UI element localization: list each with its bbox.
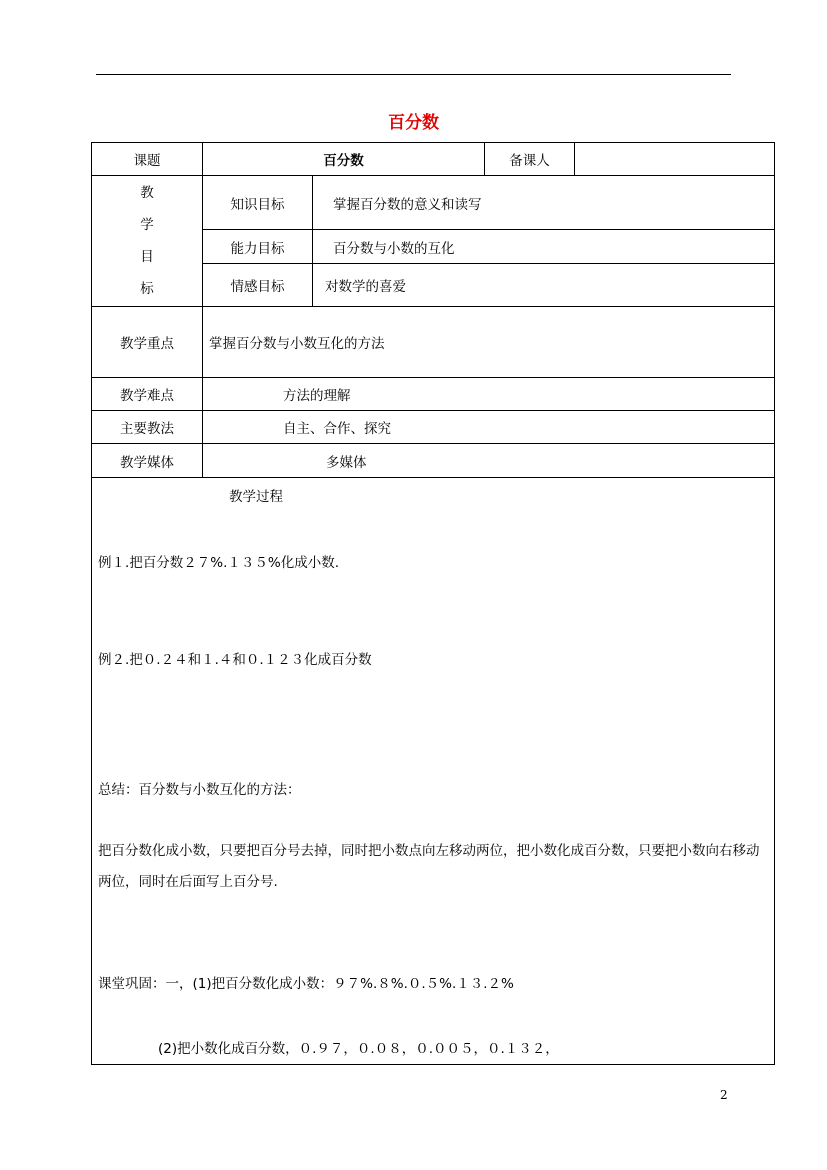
goal-label: 知识目标 bbox=[203, 176, 313, 230]
topic-row bbox=[92, 143, 775, 176]
exercise-2: (2)把小数化成百分数，０.９７，０.０８，０.００５，０.１３２， bbox=[158, 1041, 559, 1057]
summary-heading: 总结：百分数与小数互化的方法： bbox=[98, 782, 301, 798]
goals-label bbox=[92, 176, 203, 307]
exercise-1: 课堂巩固：一，(1)把百分数化成小数：９７%.８%.０.５%.１３.２% bbox=[98, 976, 514, 992]
example-2: 例２.把０.２４和１.４和０.１２３化成百分数 bbox=[98, 652, 372, 668]
goal-value: 掌握百分数的意义和读写 bbox=[313, 176, 775, 230]
key-point-label: 教学重点 bbox=[92, 307, 203, 378]
method-row bbox=[92, 411, 775, 444]
document-title: 百分数 bbox=[388, 113, 439, 133]
goal-row-knowledge bbox=[92, 176, 775, 230]
goals-label-char: 标 bbox=[140, 281, 154, 297]
preparer-label: 备课人 bbox=[485, 143, 575, 176]
topic-value: 百分数 bbox=[203, 143, 485, 176]
lesson-plan-table bbox=[91, 142, 775, 1065]
goals-label-char: 学 bbox=[140, 217, 154, 233]
difficulty-row bbox=[92, 378, 775, 411]
goals-label-char: 目 bbox=[140, 249, 154, 265]
method-value: 自主、合作、探究 bbox=[203, 411, 775, 444]
preparer-value bbox=[575, 143, 775, 176]
header-rule bbox=[96, 74, 731, 75]
difficulty-label: 教学难点 bbox=[92, 378, 203, 411]
process-row bbox=[92, 478, 775, 1065]
goal-label: 情感目标 bbox=[203, 264, 313, 307]
goal-value: 对数学的喜爱 bbox=[313, 264, 775, 307]
goal-label: 能力目标 bbox=[203, 230, 313, 264]
media-row bbox=[92, 444, 775, 478]
process-cell bbox=[92, 478, 775, 1065]
media-value: 多媒体 bbox=[203, 444, 775, 478]
example-1: 例１.把百分数２７%.１３５%化成小数. bbox=[98, 555, 340, 571]
media-label: 教学媒体 bbox=[92, 444, 203, 478]
page-number: 2 bbox=[720, 1088, 728, 1102]
key-point-row bbox=[92, 307, 775, 378]
difficulty-value: 方法的理解 bbox=[203, 378, 775, 411]
method-label: 主要教法 bbox=[92, 411, 203, 444]
process-heading: 教学过程 bbox=[229, 489, 283, 505]
summary-body: 把百分数化成小数，只要把百分号去掉，同时把小数点向左移动两位，把小数化成百分数，只要把小数向右移动两位，同时在后面写上百分号. bbox=[98, 843, 760, 890]
goal-value: 百分数与小数的互化 bbox=[313, 230, 775, 264]
key-point-value: 掌握百分数与小数互化的方法 bbox=[203, 307, 775, 378]
goals-label-char: 教 bbox=[140, 185, 154, 201]
topic-label: 课题 bbox=[92, 143, 203, 176]
